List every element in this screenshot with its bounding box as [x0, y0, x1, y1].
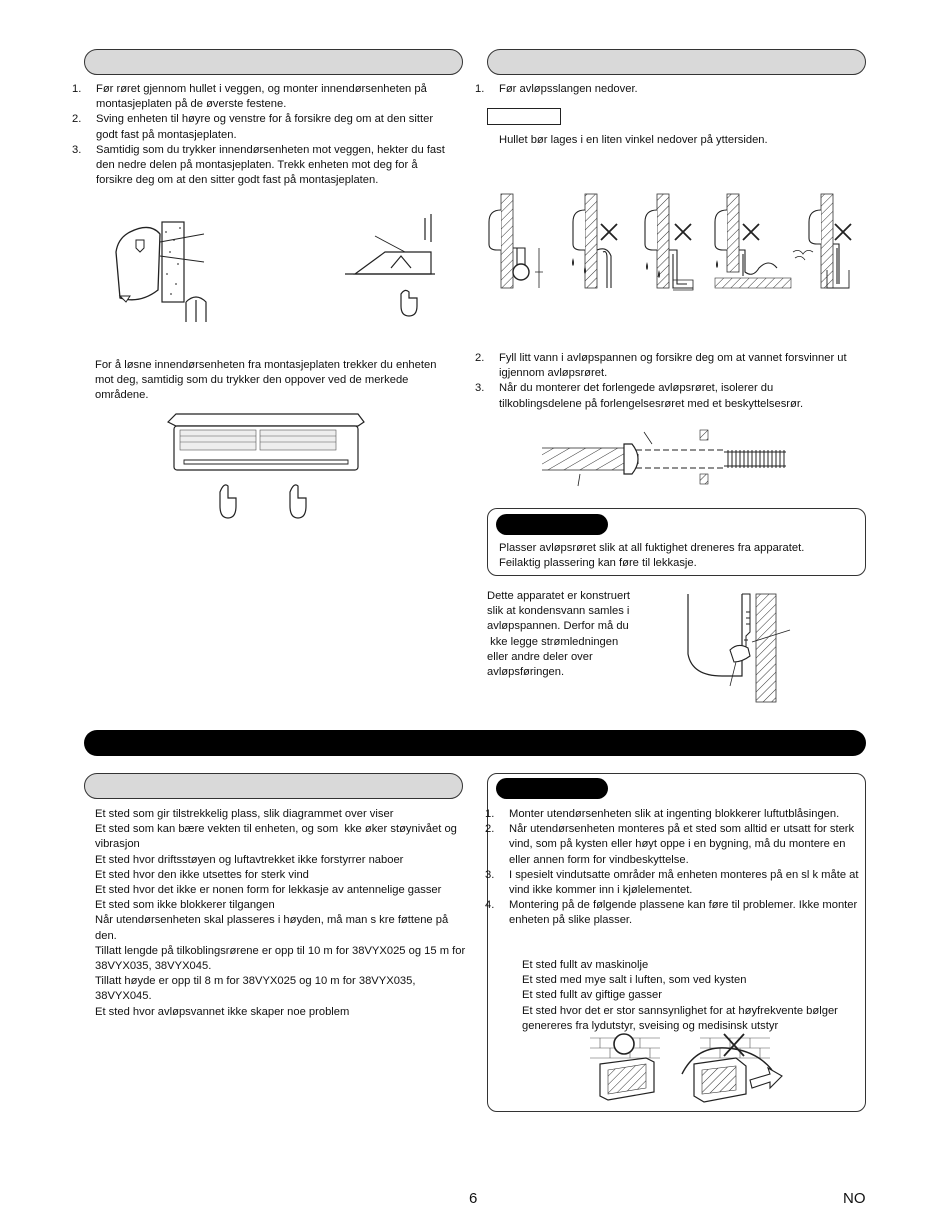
outdoor-problem-places: [522, 958, 860, 1034]
location-line: Et sted hvor driftsstøyen og luftavtrekket ikke forstyrrer naboer: [95, 853, 404, 866]
step-1: 1. Før røret gjennom hullet i veggen, og monter innendørsenheten på montasjeplaten på de øverste festene.: [72, 83, 427, 111]
condensate-line: kke legge strømledningen: [487, 635, 619, 648]
hole-angle-note: Hullet bør lages i en liten vinkel nedover på yttersiden.: [499, 134, 768, 146]
location-line: Et sted hvor den ikke utsettes for sterk vind: [95, 868, 309, 881]
problem-place: Et sted fullt av maskinolje: [522, 959, 649, 971]
drain-hose-illustrations: [487, 192, 857, 292]
location-line: Et sted som ikke blokkerer tilgangen: [95, 899, 275, 912]
press-bracket-illustration: [345, 212, 445, 322]
language-code: NO: [843, 1190, 866, 1207]
caution-label-pill: [496, 514, 608, 535]
outdoor-caution-label-pill: [496, 778, 608, 799]
drain-step-2: 2. Fyll litt vann i avløpspannen og forsikre deg om at vannet forsvinner ut igjennom avløpsrøret.: [475, 352, 847, 380]
problem-place: Et sted fullt av giftige gasser: [522, 989, 662, 1002]
section-header-install-indoor: [84, 49, 463, 75]
condensate-line: Dette apparatet er konstruert: [487, 590, 631, 602]
problem-place: Et sted hvor det er stor sannsynlighet for at høyfrekvente bølger genereres fra lydutstyr, sveising og medisinsk utstyr: [522, 1004, 838, 1032]
condensate-line: avløpsføringen.: [487, 666, 565, 679]
caution-line-2: Feilaktig plassering kan føre til lekkasje.: [499, 557, 697, 570]
condensate-line: avløpspannen. Derfor må du: [487, 620, 629, 633]
drain-steps: [475, 351, 859, 412]
indoor-unit-illustration: [168, 414, 364, 520]
step-3: 3. Samtidig som du trykker innendørsenheten mot veggen, hekter du fast den nedre delen på montasjeplaten. Trekk enheten mot deg for å forsikre deg om at den sitter godt fast på montasjeplaten.: [72, 143, 445, 187]
location-line: Tillatt høyde er opp til 8 m for 38VYX025 og 10 m for 38VYX035, 38VYX045.: [95, 975, 416, 1003]
drain-step-1: 1. Før avløpsslangen nedover.: [475, 83, 638, 95]
condensate-line: eller andre deler over: [487, 650, 593, 663]
condensate-note: [487, 589, 687, 680]
outdoor-step-4: 4. Montering på de følgende plassene kan føre til problemer. Ikke monter enheten på slike plasser.: [485, 899, 858, 927]
location-line: Et sted hvor avløpsvannet ikke skaper noe problem: [95, 1005, 350, 1018]
location-line: Et sted som gir tilstrekkelig plass, slik diagrammet over viser: [95, 808, 394, 820]
location-line: Når utendørsenheten skal plasseres i høyden, må man s kre føttene på den.: [95, 914, 449, 942]
note-label-box: [487, 108, 561, 125]
outdoor-step-3: 3. I spesielt vindutsatte områder må enheten monteres på en sl k måte at vind ikke kommer inn i kjølelementet.: [485, 868, 859, 897]
step-2: 2. Sving enheten til høyre og venstre for å forsikre deg om at den sitter godt fast på montasjeplaten.: [72, 113, 434, 141]
drain-step-3: 3. Når du monterer det forlengede avløpsrøret, isolerer du tilkoblingsdelene på forlengelsesrøret med et beskyttelsesrør.: [475, 382, 804, 410]
condensate-illustration: [686, 592, 778, 704]
hook-unit-illustration: [100, 212, 220, 327]
outdoor-step-2: 2. Når utendørsenheten monteres på et sted som alltid er utsatt for sterk vind, som på kysten eller høyt oppe i en bygning, må du montere en eller annen form for vindbeskyttelse.: [485, 823, 855, 866]
outdoor-section-banner: [84, 730, 866, 756]
condensate-line: slik at kondensvann samles i: [487, 605, 630, 618]
problem-place: Et sted med mye salt i luften, som ved kysten: [522, 974, 747, 987]
caution-line-1: Plasser avløpsrøret slik at all fuktighet dreneres fra apparatet.: [499, 542, 805, 554]
caution-text: [499, 541, 859, 571]
outdoor-unit-illustrations: [586, 1030, 792, 1106]
remove-unit-text: For å løsne innendørsenheten fra montasjeplaten trekker du enheten mot deg, samtidig som du trykker den oppover ved de merkede områdene.: [95, 359, 437, 402]
location-line: Tillatt lengde på tilkoblingsrørene er opp til 10 m for 38VYX025 og 15 m for 38VYX035, 38VYX045.: [95, 944, 466, 973]
page-number: 6: [469, 1190, 478, 1207]
location-line: Et sted hvor det ikke er nonen form for lekkasje av antennelige gasser: [95, 884, 442, 897]
extension-pipe-illustration: [540, 428, 790, 486]
location-line: Et sted som kan bære vekten til enheten, og som kke øker støynivået og vibrasjon: [95, 823, 461, 851]
outdoor-step-1: 1. Monter utendørsenheten slik at ingenting blokkerer luftutblåsingen.: [485, 808, 840, 820]
outdoor-caution-steps: [485, 807, 859, 929]
location-requirements: [95, 807, 467, 1020]
indoor-install-steps: [72, 82, 456, 188]
section-header-drain: [487, 49, 866, 75]
section-header-location: [84, 773, 463, 799]
